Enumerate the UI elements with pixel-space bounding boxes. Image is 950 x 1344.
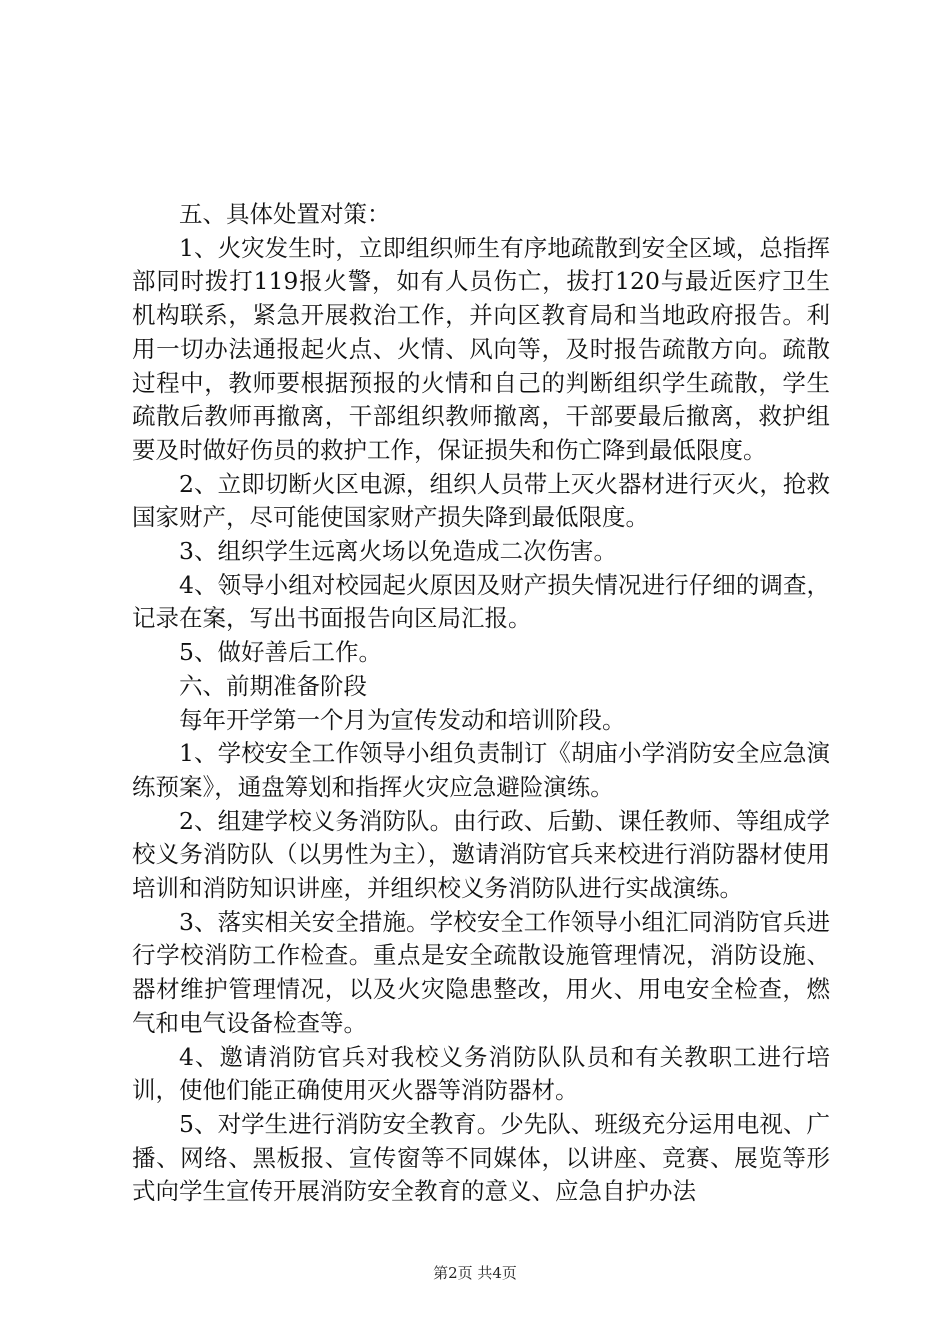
paragraph-item: 2、组建学校义务消防队。由行政、后勤、课任教师、等组成学校义务消防队（以男性为主），邀请消防官兵来校进行消防器材使用培训和消防知识讲座，并组织校义务消防队进行实战演练。 — [132, 806, 830, 903]
paragraph-item: 每年开学第一个月为宣传发动和培训阶段。 — [179, 705, 626, 734]
paragraph-item: 5、对学生进行消防安全教育。少先队、班级充分运用电视、广播、网络、黑板报、宣传窗等不同媒体，以讲座、竞赛、展览等形式向学生宣传开展消防安全教育的意义、应急自护办法 — [132, 1109, 830, 1206]
paragraph-item: 1、火灾发生时，立即组织师生有序地疏散到安全区域，总指挥部同时拨打119报火警，如有人员伤亡，拔打120与最近医疗卫生机构联系，紧急开展救治工作，并向区教育局和当地政府报告。利用一切办法通报起火点、火情、风向等，及时报告疏散方向。疏散过程中，教师要根据预报的火情和自己的判断组织学生疏散，学生疏散后教师再撤离，干部组织教师撤离，干部要最后撤离，救护组要及时做好伤员的救护工作，保证损失和伤亡降到最低限度。 — [132, 233, 830, 464]
paragraph-item: 4、领导小组对校园起火原因及财产损失情况进行仔细的调查，记录在案，写出书面报告向区局汇报。 — [132, 570, 830, 633]
page-number-footer: 第2页 共4页 — [433, 1264, 517, 1282]
paragraph-item: 5、做好善后工作。 — [179, 638, 382, 667]
paragraph-section-five-heading: 五、具体处置对策： — [179, 200, 391, 228]
paragraph-item: 2、立即切断火区电源，组织人员带上灭火器材进行灭火，抢救国家财产，尽可能使国家财产损失降到最低限度。 — [132, 469, 830, 532]
paragraph-item: 1、学校安全工作领导小组负责制订《胡庙小学消防安全应急演练预案》，通盘筹划和指挥火灾应急避险演练。 — [132, 739, 830, 801]
paragraph-item: 3、落实相关安全措施。学校安全工作领导小组汇同消防官兵进行学校消防工作检查。重点是安全疏散设施管理情况，消防设施、器材维护管理情况，以及火灾隐患整改，用火、用电安全检查，燃气和电气设备检查等。 — [132, 907, 830, 1037]
paragraph-item: 4、邀请消防官兵对我校义务消防队队员和有关教职工进行培训，使他们能正确使用灭火器等消防器材。 — [132, 1042, 830, 1105]
document-body — [132, 198, 830, 1209]
paragraph-section-six-heading: 六、前期准备阶段 — [179, 671, 367, 700]
paragraph-item: 3、组织学生远离火场以免造成二次伤害。 — [179, 537, 617, 566]
